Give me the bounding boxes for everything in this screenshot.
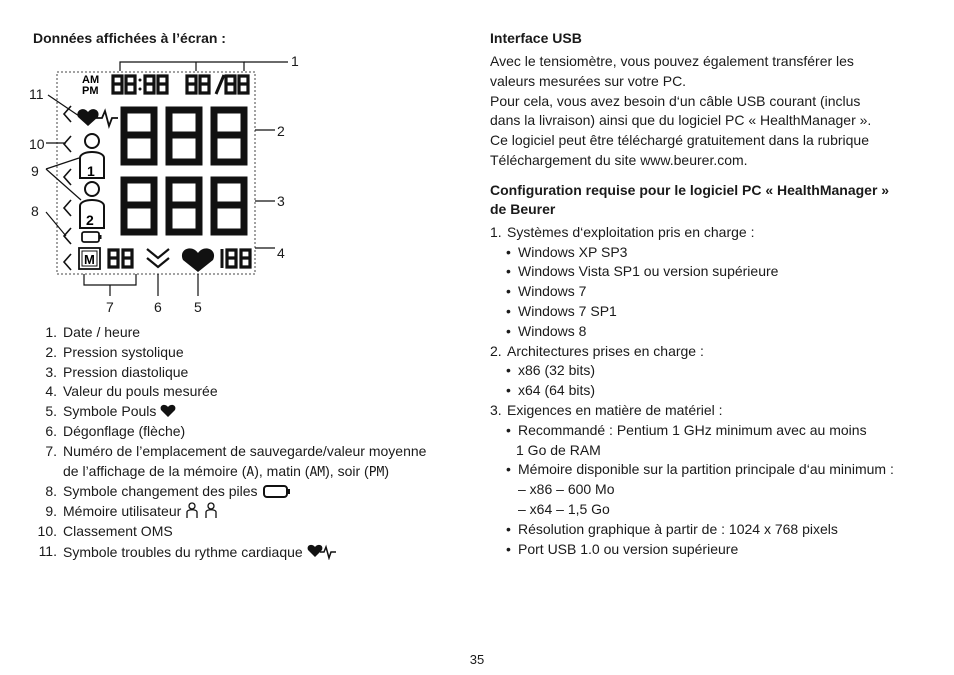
user-memory-icons (184, 502, 224, 519)
legend-item: 9. Mémoire utilisateur (33, 502, 473, 522)
bullet-item: • Windows Vista SP1 ou version supérieure (506, 263, 779, 280)
usb-text-line: Avec le tensiomètre, vous pouvez également transférer les (490, 53, 854, 69)
callout-5: 5 (194, 299, 202, 315)
usb-text-line: Téléchargement du site www.beurer.com. (490, 151, 748, 168)
callout-line-1a (120, 62, 196, 71)
pulse-heart-icon (159, 404, 177, 419)
memory-average-symbol: A (246, 464, 255, 480)
callout-10: 10 (29, 136, 45, 152)
user-memory-1 (80, 134, 104, 179)
callout-1: 1 (291, 53, 299, 69)
lcd-pm: PM (82, 85, 99, 97)
bullet-item: • Windows XP SP3 (506, 243, 628, 260)
user-2-number: 2 (86, 212, 94, 228)
usb-text-line: dans la livraison) ainsi que du logiciel PC « HealthManager ». (490, 112, 872, 129)
battery-icon (261, 484, 293, 499)
pulse-heart-symbol (182, 248, 214, 272)
bullet-item: • x86 (32 bits) (506, 362, 596, 379)
legend-item-continuation: de l’affichage de la mémoire (A), matin (AM), soir (PM) (63, 462, 390, 480)
morning-symbol: AM (309, 464, 326, 480)
lcd-systolic (124, 110, 244, 162)
callout-line-9a (46, 158, 79, 169)
right-column (490, 29, 930, 559)
callout-6: 6 (154, 299, 162, 315)
legend-item: 3. Pression diastolique (45, 363, 189, 380)
page-number: 35 (469, 652, 485, 667)
legend-item: 11. Symbole troubles du rythme cardiaque (33, 542, 473, 563)
evening-symbol: PM (368, 464, 385, 480)
callout-3: 3 (277, 193, 285, 209)
usb-text-line: Pour cela, vous avez besoin d‘un câble USB courant (inclus (490, 92, 861, 109)
lcd-diagram (26, 48, 316, 320)
bullet-item: • Résolution graphique à partir de : 1024 x 768 pixels (506, 520, 838, 537)
list-item: 3. Exigences en matière de matériel : (490, 401, 723, 418)
battery-symbol (82, 232, 102, 242)
callout-line-9b (46, 169, 81, 200)
list-item: 1. Systèmes d‘exploitation pris en charge : (490, 223, 755, 240)
lcd-diagram-svg (26, 48, 316, 320)
display-legend (33, 323, 473, 563)
deflation-arrow (147, 249, 169, 267)
memory-indicator (79, 248, 100, 269)
usb-text-line: valeurs mesurées sur votre PC. (490, 72, 687, 89)
memory-label: M (84, 252, 95, 267)
bullet-item: • Recommandé : Pentium 1 GHz minimum avec au moins (506, 421, 867, 438)
callout-2: 2 (277, 123, 285, 139)
user-1-number: 1 (87, 163, 95, 179)
lcd-pulse (222, 249, 250, 268)
legend-item: 5. Symbole Pouls (33, 402, 473, 422)
lcd-diastolic (124, 180, 244, 232)
legend-item: 6. Dégonflage (flèche) (45, 422, 186, 439)
usb-text-line: Ce logiciel peut être téléchargé gratuitement dans la rubrique (490, 132, 870, 149)
legend-item: 4. Valeur du pouls mesurée (45, 383, 218, 400)
arrhythmia-icon (306, 542, 338, 560)
bullet-item: • Windows 7 SP1 (506, 302, 617, 319)
requirements-heading-cont: de Beurer (490, 200, 556, 217)
callout-7: 7 (106, 299, 114, 315)
bullet-continuation: 1 Go de RAM (516, 441, 601, 458)
callout-11: 11 (29, 86, 44, 102)
legend-item: 1. Date / heure (45, 324, 141, 340)
callout-8: 8 (31, 203, 39, 219)
section-heading-display: Données affichées à l’écran : (33, 30, 226, 46)
bullet-item: • Windows 8 (506, 322, 587, 339)
callout-line-7a (84, 274, 136, 285)
legend-item: 2. Pression systolique (45, 343, 184, 360)
callout-line-1c (196, 62, 244, 71)
callout-4: 4 (277, 245, 285, 261)
sub-item: – x86 – 600 Mo (518, 481, 615, 498)
callout-9: 9 (31, 163, 39, 179)
lcd-am: AM (82, 74, 100, 86)
bullet-item: • Mémoire disponible sur la partition principale d‘au minimum : (506, 461, 894, 478)
lcd-time (113, 76, 167, 93)
lcd-memory-number (109, 250, 132, 267)
callout-line-8 (46, 212, 66, 236)
lcd-date (187, 75, 248, 94)
usb-heading: Interface USB (490, 30, 582, 46)
legend-item: 10. Classement OMS (37, 522, 173, 539)
bullet-item: • x64 (64 bits) (506, 382, 596, 399)
bullet-item: • Port USB 1.0 ou version supérieure (506, 540, 739, 557)
user-memory-2 (80, 182, 104, 228)
legend-item: 7. Numéro de l’emplacement de sauvegarde/valeur moyenne (45, 442, 427, 459)
list-item: 2. Architectures prises en charge : (490, 342, 704, 359)
requirements-heading: Configuration requise pour le logiciel PC « HealthManager » (490, 181, 890, 198)
legend-item: 8. Symbole changement des piles (33, 482, 473, 502)
arrhythmia-symbol (77, 109, 118, 126)
bullet-item: • Windows 7 (506, 283, 587, 300)
sub-item: – x64 – 1,5 Go (518, 500, 610, 517)
